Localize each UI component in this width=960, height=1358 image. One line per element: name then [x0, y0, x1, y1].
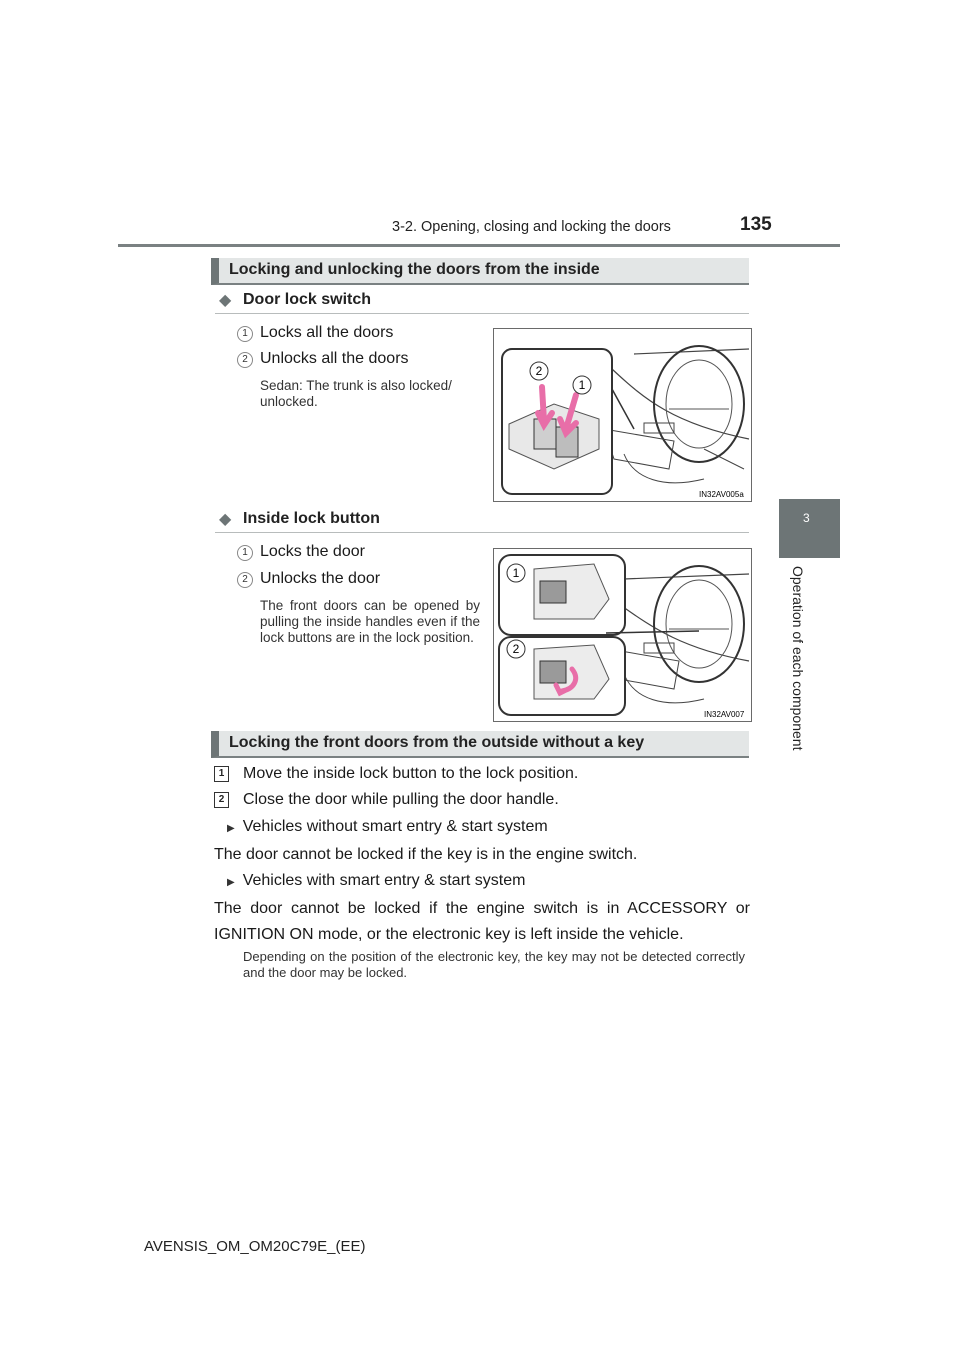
chapter-label: Operation of each component — [790, 566, 806, 751]
subsection-door-lock-switch — [215, 291, 749, 314]
subsection-inside-lock-button — [215, 510, 749, 533]
triangle-right-icon: ▶ — [227, 877, 235, 888]
door-lock-switch-figure — [493, 328, 752, 502]
step-number-box: 2 — [214, 792, 229, 808]
step-number-box: 1 — [214, 766, 229, 782]
item-number-circle: 2 — [237, 352, 253, 368]
inside-lock-button-illustration — [494, 549, 751, 721]
condition-heading — [227, 872, 525, 890]
diamond-icon: ◆ — [219, 292, 232, 309]
callout-1: 1 — [512, 566, 520, 580]
header-rule — [118, 244, 840, 247]
item-text: Locks the door — [260, 543, 365, 560]
header-section-title: 3-2. Opening, closing and locking the doors — [392, 219, 671, 235]
condition-heading — [227, 818, 548, 836]
item-number-circle: 1 — [237, 326, 253, 342]
document-id: AVENSIS_OM_OM20C79E_(EE) — [144, 1238, 366, 1255]
item-note: The front doors can be opened by pulling the inside handles even if the lock buttons are in the lock position. — [260, 598, 480, 645]
condition-heading-text: Vehicles with smart entry & start system — [242, 872, 526, 889]
inside-lock-button-figure — [493, 548, 752, 722]
callout-2: 2 — [535, 364, 543, 378]
callout-2: 2 — [512, 642, 520, 656]
section-title: Locking and unlocking the doors from the inside — [229, 261, 600, 278]
page-number: 135 — [740, 214, 772, 235]
callout-1: 1 — [578, 378, 586, 392]
figure-code: IN32AV007 — [704, 710, 745, 719]
door-lock-switch-illustration — [494, 329, 751, 501]
condition-heading-text: Vehicles without smart entry & start system — [242, 818, 548, 835]
chapter-number: 3 — [803, 511, 810, 525]
note-text: Depending on the position of the electronic key, the key may not be detected correctly and the door may be locked. — [243, 949, 745, 980]
item-text: Unlocks all the doors — [260, 350, 409, 367]
condition-body: The door cannot be locked if the engine switch is in ACCESSORY or IGNITION ON mode, or the electronic key is left inside the vehicle. — [214, 900, 750, 943]
section-header-outside-locking — [211, 731, 749, 758]
item-note: Sedan: The trunk is also locked/ unlocked. — [260, 378, 452, 409]
figure-code: IN32AV005a — [699, 490, 744, 499]
item-text: Locks all the doors — [260, 324, 394, 341]
step-text: Close the door while pulling the door handle. — [243, 791, 559, 808]
chapter-tab — [779, 499, 840, 558]
subsection-title: Door lock switch — [243, 291, 372, 308]
subsection-title: Inside lock button — [243, 510, 380, 527]
condition-body: The door cannot be locked if the key is in the engine switch. — [214, 846, 638, 863]
item-text: Unlocks the door — [260, 570, 381, 587]
diamond-icon: ◆ — [219, 511, 232, 528]
step-text: Move the inside lock button to the lock position. — [243, 765, 579, 782]
section-header-inside-locking — [211, 258, 749, 285]
section-title: Locking the front doors from the outside without a key — [229, 734, 645, 751]
triangle-right-icon: ▶ — [227, 823, 235, 834]
item-number-circle: 2 — [237, 572, 253, 588]
item-number-circle: 1 — [237, 545, 253, 561]
